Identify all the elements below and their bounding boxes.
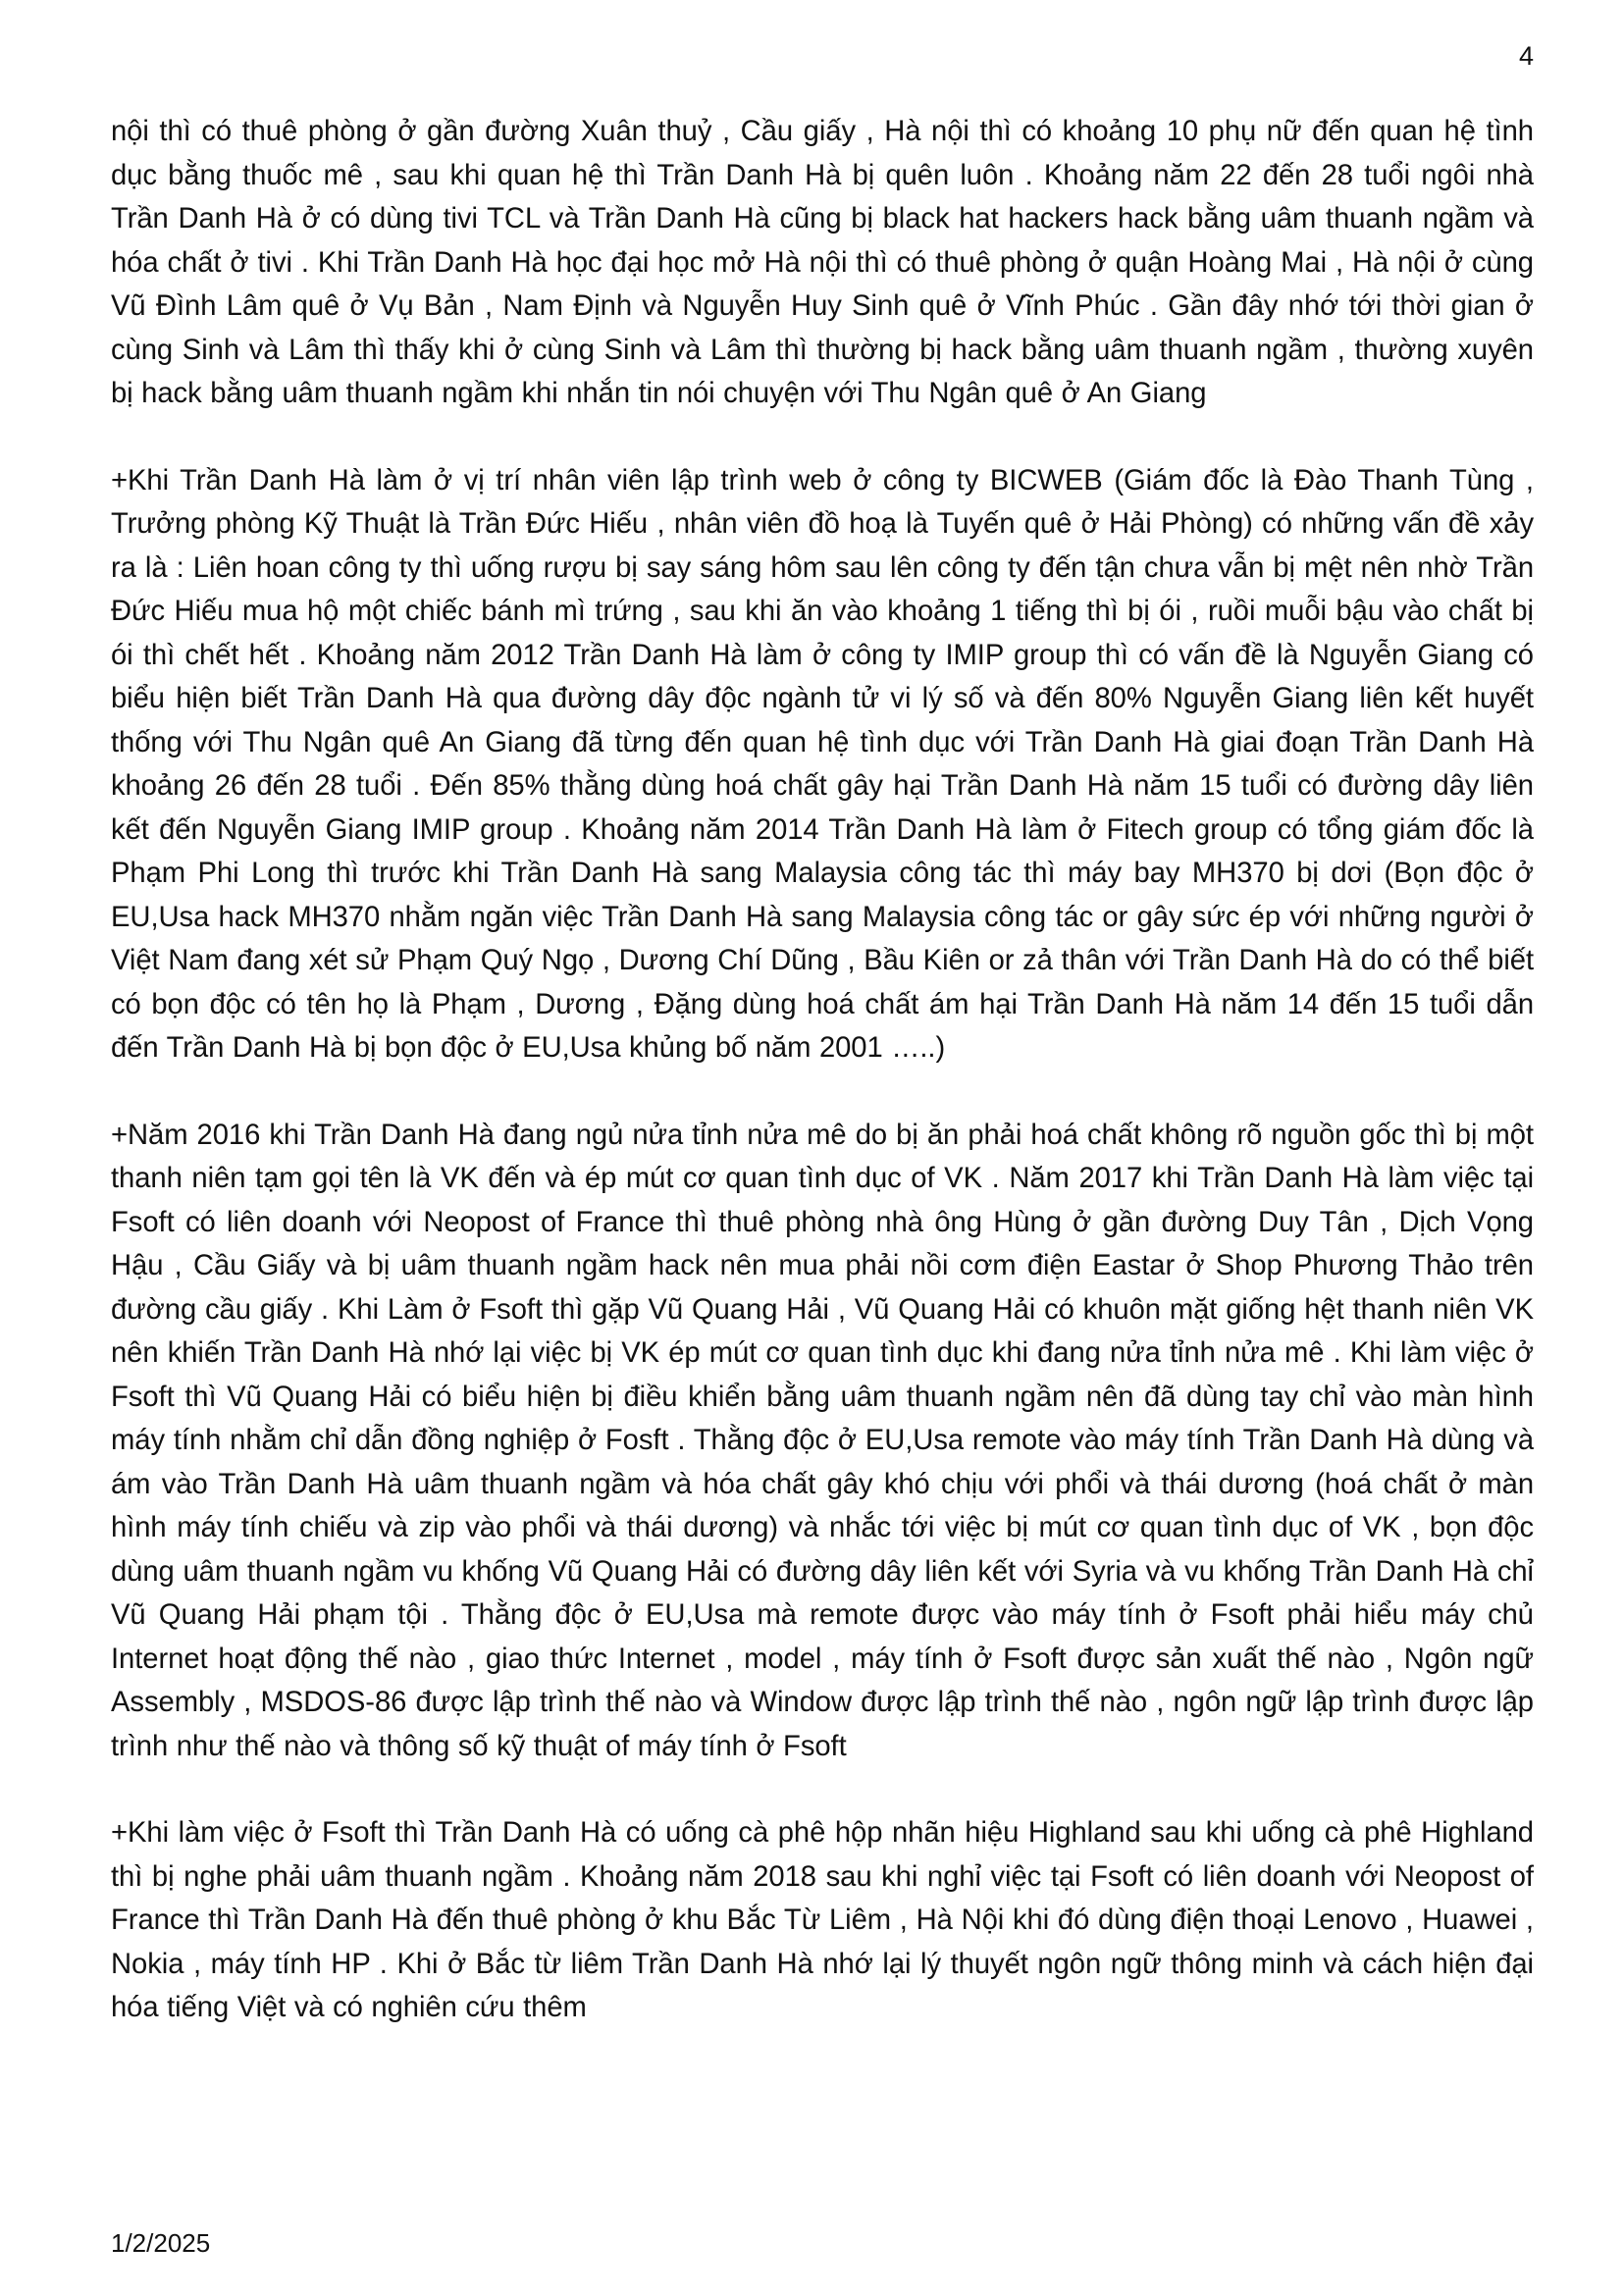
paragraph-4: +Khi làm việc ở Fsoft thì Trần Danh Hà có uống cà phê hộp nhãn hiệu Highland sau khi uống cà phê Highland thì bị nghe phải uâm thuanh ngầm . Khoảng năm 2018 sau khi nghỉ việc tại Fsoft có liên doanh với Neopost of France thì Trần Danh Hà đến thuê phòng ở khu Bắc Từ Liêm , Hà Nội khi đó dùng điện thoại Lenovo , Huawei , Nokia , máy tính HP . Khi ở Bắc từ liêm Trần Danh Hà nhớ lại lý thuyết ngôn ngữ thông minh và cách hiện đại hóa tiếng Việt và có nghiên cứu thêm bbox=[111, 1817, 1534, 2023]
page-number: 4 bbox=[1518, 41, 1534, 71]
document-body bbox=[111, 110, 1534, 2030]
paragraph-3: +Năm 2016 khi Trần Danh Hà đang ngủ nửa tỉnh nửa mê do bị ăn phải hoá chất không rõ nguồn gốc thì bị một thanh niên tạm gọi tên là VK đến và ép mút cơ quan tình dục of VK . Năm 2017 khi Trần Danh Hà làm việc tại Fsoft có liên doanh với Neopost of France thì thuê phòng nhà ông Hùng ở gần đường Duy Tân , Dịch Vọng Hậu , Cầu Giấy và bị uâm thuanh ngầm hack nên mua phải nồi cơm điện Eastar ở Shop Phương Thảo trên đường cầu giấy . Khi Làm ở Fsoft thì gặp Vũ Quang Hải , Vũ Quang Hải có khuôn mặt giống hệt thanh niên VK nên khiến Trần Danh Hà nhớ lại việc bị VK ép mút cơ quan tình dục khi đang nửa tỉnh nửa mê . Khi làm việc ở Fsoft thì Vũ Quang Hải có biểu hiện bị điều khiển bằng uâm thuanh ngầm nên đã dùng tay chỉ vào màn hình máy tính nhằm chỉ dẫn đồng nghiệp ở Fosft . Thằng độc ở EU,Usa remote vào máy tính Trần Danh Hà dùng và ám vào Trần Danh Hà uâm thuanh ngầm và hóa chất gây khó chịu với phổi và thái dương (hoá chất ở màn hình máy tính chiếu và zip vào phổi và thái dương) và nhắc tới việc bị mút cơ quan tình dục of VK , bọn độc dùng uâm thuanh ngầm vu khống Vũ Quang Hải có đường dây liên kết với Syria và vu khống Trần Danh Hà chỉ Vũ Quang Hải phạm tội . Thằng độc ở EU,Usa mà remote được vào máy tính ở Fsoft phải hiểu máy chủ Internet hoạt động thế nào , giao thức Internet , model , máy tính ở Fsoft được sản xuất thế nào , Ngôn ngữ Assembly , MSDOS-86 được lập trình thế nào và Window được lập trình thế nào , ngôn ngữ lập trình được lập trình như thế nào và thông số kỹ thuật of máy tính ở Fsoft bbox=[111, 1119, 1534, 1762]
paragraph-1: nội thì có thuê phòng ở gần đường Xuân thuỷ , Cầu giấy , Hà nội thì có khoảng 10 phụ nữ đến quan hệ tình dục bằng thuốc mê , sau khi quan hệ thì Trần Danh Hà bị quên luôn . Khoảng năm 22 đến 28 tuổi ngôi nhà Trần Danh Hà ở có dùng tivi TCL và Trần Danh Hà cũng bị black hat hackers hack bằng uâm thuanh ngầm và hóa chất ở tivi . Khi Trần Danh Hà học đại học mở Hà nội thì có thuê phòng ở quận Hoàng Mai , Hà nội ở cùng Vũ Đình Lâm quê ở Vụ Bản , Nam Định và Nguyễn Huy Sinh quê ở Vĩnh Phúc . Gần đây nhớ tới thời gian ở cùng Sinh và Lâm thì thấy khi ở cùng Sinh và Lâm thì thường bị hack bằng uâm thuanh ngầm , thường xuyên bị hack bằng uâm thuanh ngầm khi nhắn tin nói chuyện với Thu Ngân quê ở An Giang bbox=[111, 116, 1534, 409]
footer-date: 1/2/2025 bbox=[111, 2228, 211, 2258]
paragraph-2: +Khi Trần Danh Hà làm ở vị trí nhân viên lập trình web ở công ty BICWEB (Giám đốc là Đào Thanh Tùng , Trưởng phòng Kỹ Thuật là Trần Đức Hiếu , nhân viên đồ hoạ là Tuyến quê ở Hải Phòng) có những vấn đề xảy ra là : Liên hoan công ty thì uống rượu bị say sáng hôm sau lên công ty đến tận chưa vẫn bị mệt nên nhờ Trần Đức Hiếu mua hộ một chiếc bánh mì trứng , sau khi ăn vào khoảng 1 tiếng thì bị ói , ruồi muỗi bậu vào chất bị ói thì chết hết . Khoảng năm 2012 Trần Danh Hà làm ở công ty IMIP group thì có vấn đề là Nguyễn Giang có biểu hiện biết Trần Danh Hà qua đường dây độc ngành tử vi lý số và đến 80% Nguyễn Giang liên kết huyết thống với Thu Ngân quê An Giang đã từng đến quan hệ tình dục với Trần Danh Hà giai đoạn Trần Danh Hà khoảng 26 đến 28 tuổi . Đến 85% thằng dùng hoá chất gây hại Trần Danh Hà năm 15 tuổi có đường dây liên kết đến Nguyễn Giang IMIP group . Khoảng năm 2014 Trần Danh Hà làm ở Fitech group có tổng giám đốc là Phạm Phi Long thì trước khi Trần Danh Hà sang Malaysia công tác thì máy bay MH370 bị dơi (Bọn độc ở EU,Usa hack MH370 nhằm ngăn việc Trần Danh Hà sang Malaysia công tác or gây sức ép với những người ở Việt Nam đang xét sử Phạm Quý Ngọ , Dương Chí Dũng , Bầu Kiên or zả thân với Trần Danh Hà do có thể biết có bọn độc có tên họ là Phạm , Dương , Đặng dùng hoá chất ám hại Trần Danh Hà năm 14 đến 15 tuổi dẫn đến Trần Danh Hà bị bọn độc ở EU,Usa khủng bố năm 2001 …..) bbox=[111, 464, 1534, 1064]
